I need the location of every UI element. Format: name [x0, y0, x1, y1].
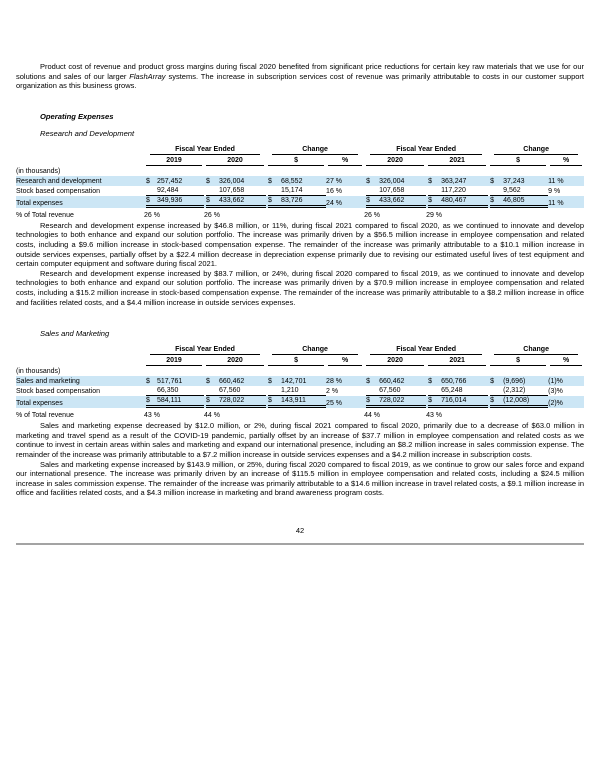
row-label-text: Stock based compensation [16, 187, 101, 195]
dollar-sign: $ [428, 396, 441, 408]
paragraph-rd-fy2021: Research and development expense increased by $46.8 million, or 11%, during fiscal 2021 compared to fiscal 2020, as we continued to innovate and develop technologies to both enhance and expand our solution portfolio. The increase was primarily driven by a $56.5 million increase in employee compensation and related costs, including a $9.6 million increase in stock-based compensation expense. The remainder of the increase was primarily attributable to a $10.1 million increase in outside services expenses, partially offset by a $22.4 million decrease in depreciation expense primarily due to revising our estimated useful lives of test equipment and certain computer equipment and software during fiscal 2021. [16, 220, 584, 269]
dollar-sign [206, 186, 219, 196]
amount-cell [441, 396, 488, 408]
percent-change-text: 2 % [326, 388, 339, 396]
amount-text: 363,247 [441, 177, 467, 185]
dollar-sign-cell [144, 186, 157, 196]
percent-change-cell [548, 376, 584, 386]
dollar-sign: $ [268, 378, 272, 386]
units-note-text: (in thousands) [16, 167, 61, 175]
percent-change-text: 11 % [548, 177, 564, 185]
dollar-sign: $ [428, 378, 432, 386]
amount-text: 660,462 [379, 378, 405, 386]
amount-text: 1,210 [281, 386, 326, 396]
pct-of-revenue-text: 26 % [364, 211, 381, 219]
dollar-sign: $ [268, 177, 272, 185]
dollar-sign-cell [488, 186, 503, 196]
amount-text: 107,658 [219, 186, 266, 196]
amount-text: 326,004 [379, 177, 405, 185]
percent-change-text: 25 % [326, 400, 343, 408]
table-row-total [16, 196, 584, 208]
dollar-sign-cell [426, 396, 441, 408]
column-header [326, 355, 364, 366]
column-header [326, 155, 364, 166]
paragraph-text: Product cost of revenue and product gross margins during fiscal 2020 benefited from significant price reductions for certain key raw materials that we use for our solutions and sales of our larger [16, 62, 584, 81]
dollar-sign [366, 186, 379, 196]
amount-cell [503, 176, 548, 186]
financial-table-research-and-development [16, 144, 584, 221]
percent-change-cell [326, 376, 364, 386]
dollar-sign-cell [426, 376, 441, 386]
amount-cell [219, 396, 266, 408]
column-header-text: % [328, 156, 362, 166]
amount-text: 83,726 [281, 196, 326, 208]
column-header-text: % [550, 356, 582, 366]
units-note [16, 366, 584, 376]
amount-cell [219, 186, 266, 196]
amount-text: 117,220 [441, 186, 488, 196]
amount-cell [441, 186, 488, 196]
amount-cell [281, 386, 326, 396]
percent-change-cell [548, 176, 584, 186]
amount-text: (2,312) [503, 386, 548, 396]
dollar-sign-cell [364, 386, 379, 396]
dollar-sign: $ [206, 196, 219, 208]
column-header-text: 2020 [366, 356, 424, 366]
group-header [266, 144, 364, 155]
row-label-text: Total expenses [16, 400, 63, 408]
column-header-row [16, 355, 584, 366]
amount-text: 728,022 [219, 396, 266, 408]
dollar-sign: $ [146, 378, 150, 386]
group-header [266, 344, 364, 355]
dollar-sign-cell [204, 186, 219, 196]
dollar-sign-cell [144, 376, 157, 386]
column-header-text: 2020 [206, 356, 264, 366]
amount-cell [441, 196, 488, 208]
percent-change-text: 9 % [548, 187, 561, 195]
row-label [16, 196, 144, 208]
page-divider-rule [16, 543, 584, 545]
paragraph-sm-fy2021: Sales and marketing expense decreased by $12.0 million, or 2%, during fiscal 2021 compared to fiscal 2020, primarily due to a decrease of $63.0 million in marketing and travel spend as a result of the COVID-19 pandemic, partially offset by an increase of $37.7 million in employee compensation and related costs as we continue to invest in certain areas within sales and marketing and expand our international presence, including an $8.2 million increase in sales commission expense. The remainder of the increase was primarily attributable to a $7.2 million increase in outside services expenses and a $4.2 million increase in subscription costs. [16, 421, 584, 459]
amount-text: 15,174 [281, 186, 326, 196]
column-header [426, 355, 488, 366]
dollar-sign: $ [366, 396, 379, 408]
dollar-sign: $ [206, 396, 219, 408]
dollar-sign [428, 386, 441, 396]
column-header-text: $ [490, 356, 546, 366]
percent-change-cell [548, 196, 584, 208]
pct-spacer [548, 208, 584, 221]
column-header [204, 355, 266, 366]
amount-cell [219, 196, 266, 208]
dollar-sign: $ [490, 177, 495, 185]
column-header [364, 355, 426, 366]
dollar-sign-cell [426, 176, 441, 186]
dollar-sign: $ [268, 196, 281, 208]
amount-cell [157, 396, 204, 408]
pct-of-revenue-cell [144, 208, 204, 221]
pct-of-revenue-cell [144, 408, 204, 421]
pct-of-revenue-text: 29 % [426, 211, 443, 219]
amount-cell [281, 376, 326, 386]
amount-cell [219, 376, 266, 386]
label-spacer [16, 144, 144, 155]
amount-cell [281, 196, 326, 208]
pct-of-revenue-cell [364, 408, 426, 421]
dollar-sign-cell [266, 176, 281, 186]
dollar-sign-cell [204, 396, 219, 408]
column-header-text: 2020 [366, 156, 424, 166]
paragraph-text: systems. The increase in subscription services cost of revenue was primarily attributable to costs in our customer support organization as this business grows. [16, 71, 585, 91]
dollar-sign-cell [204, 196, 219, 208]
row-label-text: % of Total revenue [16, 412, 74, 420]
percent-change-cell [326, 196, 364, 208]
percent-change-text: (2)% [548, 400, 563, 408]
row-label-text: Stock based compensation [16, 388, 101, 396]
group-header-text: Change [272, 145, 358, 155]
percent-change-text: 27 % [326, 177, 343, 185]
dollar-sign: $ [490, 378, 495, 386]
amount-text: 326,004 [219, 177, 245, 185]
column-header-text: 2020 [206, 156, 264, 166]
dollar-sign [206, 386, 219, 396]
amount-cell [157, 376, 204, 386]
amount-cell [157, 386, 204, 396]
dollar-sign-cell [488, 176, 503, 186]
amount-text: 650,766 [441, 378, 467, 386]
amount-cell [503, 196, 548, 208]
dollar-sign-cell [426, 386, 441, 396]
amount-cell [503, 376, 548, 386]
flasharray-italic-text: FlashArray [129, 71, 166, 81]
dollar-sign-cell [364, 376, 379, 386]
amount-cell [441, 386, 488, 396]
table-container-sales-and-marketing [16, 344, 584, 421]
table-row-pct [16, 208, 584, 221]
dollar-sign-cell [266, 186, 281, 196]
paragraph-product-cost [16, 62, 584, 91]
label-spacer [16, 355, 144, 366]
group-header [488, 344, 584, 355]
amount-text: (12,008) [503, 396, 548, 408]
percent-change-cell [548, 396, 584, 408]
dollar-sign: $ [428, 177, 432, 185]
dollar-sign-cell [144, 396, 157, 408]
units-note-text: (in thousands) [16, 368, 61, 376]
pct-of-revenue-cell [426, 208, 488, 221]
dollar-sign-cell [266, 196, 281, 208]
pct-of-revenue-text: 44 % [204, 412, 220, 420]
dollar-sign-cell [488, 396, 503, 408]
table-row-pct [16, 408, 584, 421]
table-row-mid [16, 386, 584, 396]
group-header-text: Change [272, 345, 358, 355]
amount-cell [157, 196, 204, 208]
units-note-row [16, 366, 584, 376]
amount-text: 37,243 [503, 177, 525, 185]
percent-change-cell [326, 186, 364, 196]
group-header-text: Change [494, 145, 578, 155]
group-header-text: Change [494, 345, 578, 355]
row-label [16, 408, 144, 421]
amount-text: 143,911 [281, 396, 326, 408]
amount-text: 107,658 [379, 186, 426, 196]
amount-text: 68,552 [281, 177, 303, 185]
table-container-research-and-development [16, 144, 584, 221]
pct-of-revenue-cell [266, 408, 326, 421]
dollar-sign [146, 186, 157, 196]
column-header [144, 355, 204, 366]
amount-cell [157, 176, 204, 186]
dollar-sign-cell [144, 386, 157, 396]
column-header-text: 2019 [146, 156, 202, 166]
percent-change-text: 28 % [326, 378, 343, 386]
amount-cell [503, 186, 548, 196]
pct-spacer [548, 408, 584, 421]
row-label [16, 176, 144, 186]
amount-cell [379, 396, 426, 408]
dollar-sign-cell [266, 386, 281, 396]
column-header [204, 155, 266, 166]
pct-of-revenue-cell [426, 408, 488, 421]
dollar-sign-cell [426, 196, 441, 208]
column-header-text: $ [490, 156, 546, 166]
dollar-sign: $ [490, 396, 503, 408]
amount-cell [219, 386, 266, 396]
amount-text: 65,248 [441, 386, 488, 396]
percent-change-cell [326, 176, 364, 186]
amount-cell [503, 386, 548, 396]
pct-of-revenue-cell [364, 208, 426, 221]
dollar-sign [428, 186, 441, 196]
group-header [144, 344, 266, 355]
dollar-sign-cell [144, 176, 157, 186]
column-header [488, 155, 548, 166]
row-label-text: % of Total revenue [16, 211, 74, 219]
dollar-sign-cell [144, 196, 157, 208]
amount-text: 9,562 [503, 186, 548, 196]
column-header [266, 355, 326, 366]
dollar-sign-cell [204, 376, 219, 386]
label-spacer [16, 155, 144, 166]
amount-cell [281, 186, 326, 196]
pct-of-revenue-text: 43 % [426, 412, 443, 420]
dollar-sign-cell [266, 376, 281, 386]
dollar-sign: $ [146, 177, 150, 185]
group-header [364, 144, 488, 155]
amount-text: 349,936 [157, 196, 204, 208]
column-header-text: % [328, 356, 362, 366]
paragraph-sm-fy2020: Sales and marketing expense increased by $143.9 million, or 25%, during fiscal 2020 compared to fiscal 2019, as we continue to grow our sales force and expand our international presence. The increase was primarily driven by an increase of $115.5 million in employee compensation and related costs, including a $24.5 million increase in sales commission expense. The remainder of the increase was primarily attributable to a $14.6 million increase in travel related costs, a $9.1 million increase in office and facilities related costs, and a $4.3 million increase in marketing and brand awareness program costs. [16, 459, 584, 498]
column-header-text: $ [268, 356, 324, 366]
amount-text: 66,350 [157, 386, 204, 396]
amount-cell [281, 396, 326, 408]
column-header-text: % [550, 156, 582, 166]
pct-of-revenue-cell [204, 408, 266, 421]
amount-cell [441, 376, 488, 386]
paragraph-rd-fy2020: Research and development expense increased by $83.7 million, or 24%, during fiscal 2020 compared to fiscal 2019, as we continued to innovate and develop technologies to both enhance and expand our solution portfolio. The increase was primarily driven by a $70.9 million increase in employee compensation and related costs, including a $15.2 million increase in stock-based compensation expense. The remainder of the increase was primarily attributable to a $8.2 million increase in office and facilities related costs, and a $4.4 million increase in outside services expenses. [16, 268, 584, 307]
column-header [144, 155, 204, 166]
percent-change-text: 11 % [548, 199, 564, 207]
dollar-sign [490, 186, 503, 196]
dollar-sign-cell [488, 386, 503, 396]
dollar-sign-cell [364, 396, 379, 408]
pct-of-revenue-cell [488, 408, 548, 421]
dollar-sign: $ [146, 196, 157, 208]
amount-text: 660,462 [219, 378, 245, 386]
amount-text: (9,696) [503, 378, 526, 386]
dollar-sign: $ [206, 378, 210, 386]
dollar-sign-cell [204, 176, 219, 186]
dollar-sign: $ [268, 396, 281, 408]
amount-cell [503, 396, 548, 408]
column-header [364, 155, 426, 166]
pct-of-revenue-text: 26 % [204, 211, 220, 219]
pct-of-revenue-text: 26 % [144, 211, 160, 219]
percent-change-cell [548, 386, 584, 396]
amount-text: 480,467 [441, 196, 488, 208]
dollar-sign: $ [366, 196, 379, 208]
pct-of-revenue-text: 43 % [144, 412, 160, 420]
percent-change-text: 24 % [326, 199, 343, 207]
dollar-sign-cell [204, 386, 219, 396]
dollar-sign [268, 186, 281, 196]
amount-text: 716,014 [441, 396, 488, 408]
label-spacer [16, 344, 144, 355]
amount-cell [379, 196, 426, 208]
percent-change-text: (3)% [548, 388, 563, 396]
group-header-text: Fiscal Year Ended [370, 145, 482, 155]
amount-cell [379, 176, 426, 186]
dollar-sign-cell [488, 376, 503, 386]
amount-cell [157, 186, 204, 196]
dollar-sign [366, 386, 379, 396]
column-header-text: 2019 [146, 356, 202, 366]
pct-spacer [326, 208, 364, 221]
amount-cell [379, 386, 426, 396]
dollar-sign-cell [266, 396, 281, 408]
amount-cell [441, 176, 488, 186]
column-header-text: 2021 [428, 156, 486, 166]
amount-cell [281, 176, 326, 186]
row-label-text: Research and development [16, 177, 102, 185]
dollar-sign-cell [488, 196, 503, 208]
row-label-text: Total expenses [16, 199, 63, 207]
percent-change-cell [548, 186, 584, 196]
row-label [16, 386, 144, 396]
percent-change-text: 16 % [326, 187, 343, 195]
amount-text: 92,484 [157, 186, 204, 196]
amount-text: 67,560 [219, 386, 266, 396]
heading-research-and-development: Research and Development [40, 128, 135, 138]
dollar-sign: $ [428, 196, 441, 208]
group-header-text: Fiscal Year Ended [150, 345, 260, 355]
dollar-sign [268, 386, 281, 396]
column-header-row [16, 155, 584, 166]
pct-of-revenue-cell [266, 208, 326, 221]
page-number: 42 [295, 525, 305, 535]
dollar-sign: $ [366, 378, 370, 386]
pct-of-revenue-cell [204, 208, 266, 221]
group-header [144, 144, 266, 155]
column-header [266, 155, 326, 166]
table-row-first [16, 176, 584, 186]
group-header [488, 144, 584, 155]
amount-cell [219, 176, 266, 186]
dollar-sign-cell [364, 176, 379, 186]
group-header-text: Fiscal Year Ended [150, 145, 260, 155]
pct-of-revenue-text: 44 % [364, 412, 381, 420]
percent-change-text: (1)% [548, 378, 563, 386]
dollar-sign [490, 386, 503, 396]
amount-text: 433,662 [219, 196, 266, 208]
dollar-sign [146, 386, 157, 396]
amount-text: 728,022 [379, 396, 426, 408]
column-header [426, 155, 488, 166]
units-note [16, 166, 584, 176]
amount-text: 257,452 [157, 177, 183, 185]
table-row-total [16, 396, 584, 408]
units-note-row [16, 166, 584, 176]
pct-of-revenue-cell [488, 208, 548, 221]
pct-spacer [326, 408, 364, 421]
row-label [16, 396, 144, 408]
group-header-row [16, 344, 584, 355]
amount-text: 142,701 [281, 378, 307, 386]
column-header-text: 2021 [428, 356, 486, 366]
group-header-text: Fiscal Year Ended [370, 345, 482, 355]
amount-text: 46,805 [503, 196, 548, 208]
table-row-mid [16, 186, 584, 196]
amount-text: 584,111 [157, 396, 204, 408]
row-label [16, 186, 144, 196]
table-row-first [16, 376, 584, 386]
amount-text: 433,662 [379, 196, 426, 208]
dollar-sign: $ [366, 177, 370, 185]
amount-text: 517,761 [157, 378, 183, 386]
group-header [364, 344, 488, 355]
column-header [548, 155, 584, 166]
row-label-text: Sales and marketing [16, 378, 80, 386]
dollar-sign-cell [364, 186, 379, 196]
group-header-row [16, 144, 584, 155]
dollar-sign: $ [490, 196, 503, 208]
amount-text: 67,560 [379, 386, 426, 396]
dollar-sign-cell [426, 186, 441, 196]
column-header [488, 355, 548, 366]
amount-cell [379, 376, 426, 386]
column-header-text: $ [268, 156, 324, 166]
dollar-sign-cell [364, 196, 379, 208]
heading-operating-expenses: Operating Expenses [40, 111, 114, 121]
column-header [548, 355, 584, 366]
dollar-sign: $ [206, 177, 210, 185]
row-label [16, 376, 144, 386]
percent-change-cell [326, 386, 364, 396]
dollar-sign: $ [146, 396, 157, 408]
row-label [16, 208, 144, 221]
amount-cell [379, 186, 426, 196]
percent-change-cell [326, 396, 364, 408]
financial-table-sales-and-marketing [16, 344, 584, 421]
heading-sales-and-marketing: Sales and Marketing [40, 329, 110, 339]
